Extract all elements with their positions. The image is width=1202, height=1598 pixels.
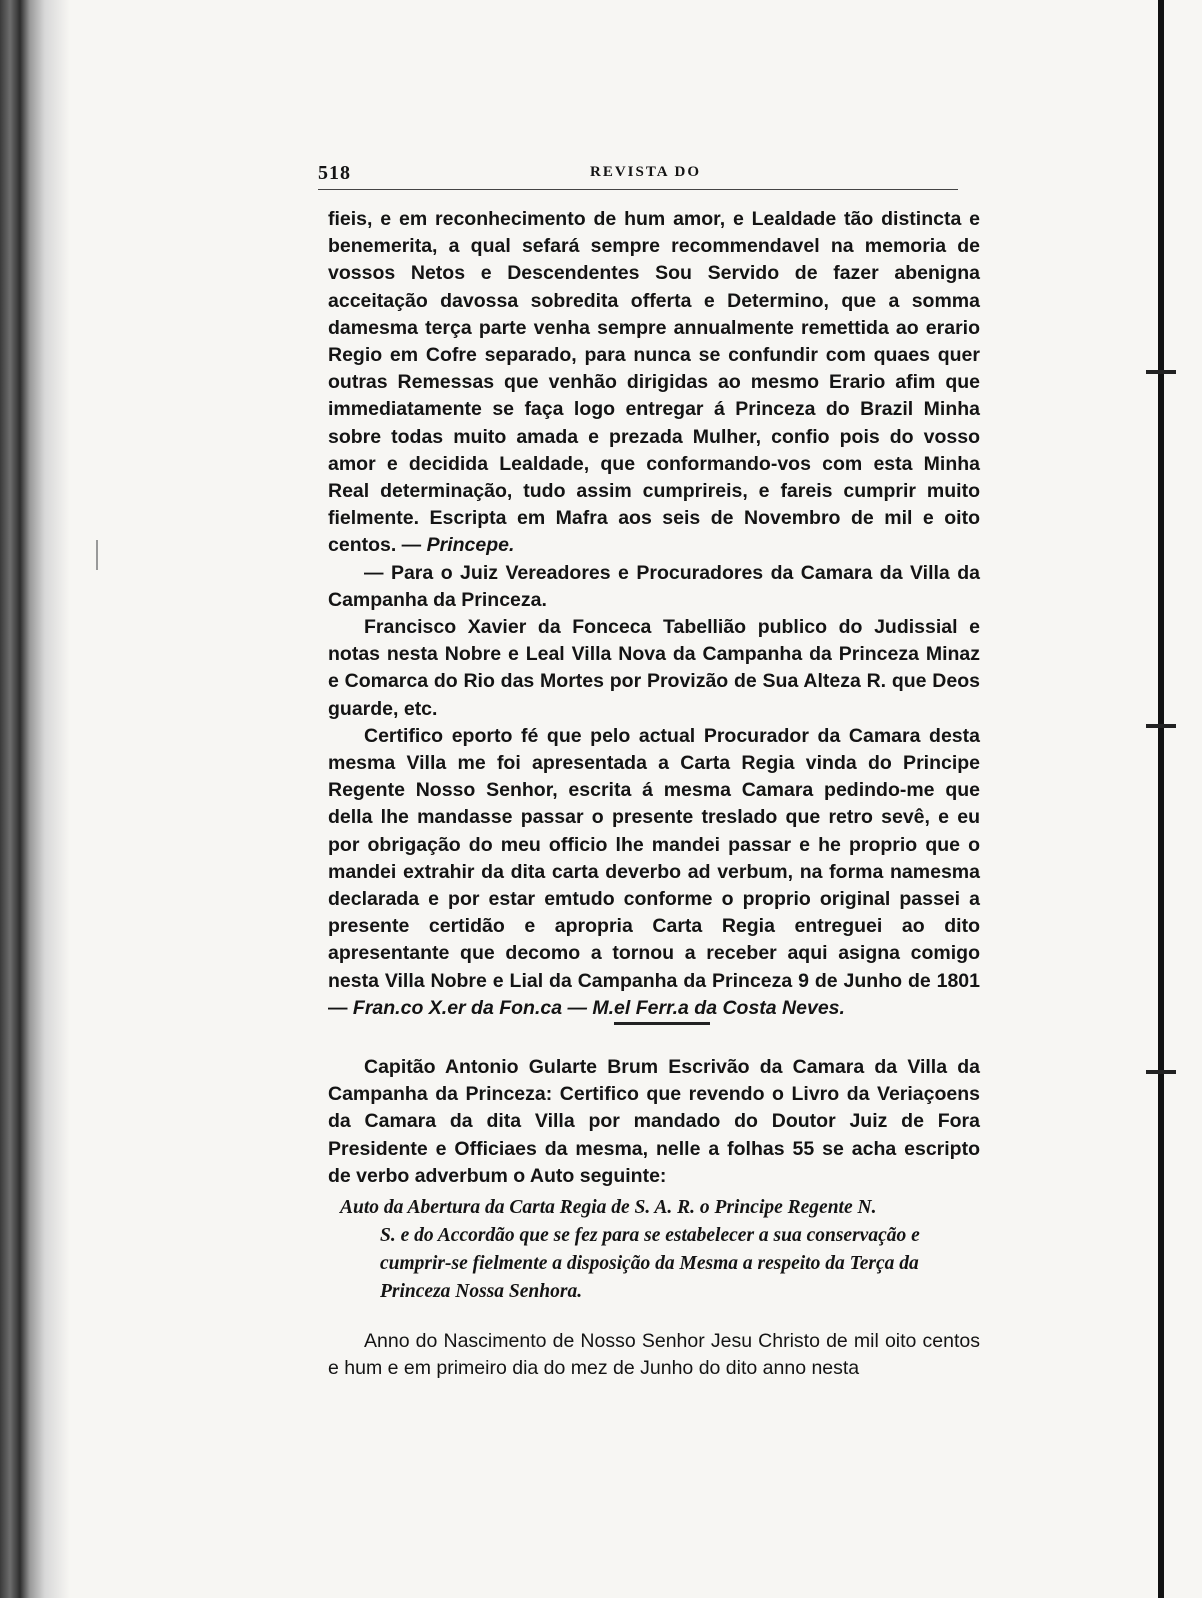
text-block-3 <box>328 1328 980 1382</box>
paragraph-2: — Para o Juiz Vereadores e Procuradores da Camara da Villa da Campanha da Princeza. <box>328 561 980 611</box>
page-header <box>318 162 938 186</box>
page-number: 518 <box>318 162 351 184</box>
scan-tick <box>1146 1070 1176 1074</box>
auto-title-line-1: Auto da Abertura da Carta Regia de S. A. R. o Principe Regente N. <box>340 1197 877 1218</box>
paragraph-3: Francisco Xavier da Fonceca Tabellião publico do Judissial e notas nesta Nobre e Leal Villa Nova da Campanha da Princeza Minaz e Comarca do Rio das Mortes por Provizão de Sua Alteza R. que Deos guarde, etc. <box>328 616 980 720</box>
auto-title-continuation: S. e do Accordão que se fez para se estabelecer a sua conservação e cumprir-se fielmente a disposição da Mesma a respeito da Terça da Princeza Nossa Senhora. <box>380 1225 920 1302</box>
notary-signature: Fran.co X.er da Fon.ca — M.el Ferr.a da Costa Neves. <box>352 996 845 1019</box>
scan-tick <box>1146 724 1176 728</box>
section-separator <box>614 1022 710 1025</box>
royal-signature: Princepe. <box>426 534 515 557</box>
scan-mark <box>96 540 98 570</box>
paragraph-6: Anno do Nascimento de Nosso Senhor Jesu Christo de mil oito centos e hum e em primeiro dia do mez de Junho do dito anno nesta <box>328 1330 980 1380</box>
scan-binding-shadow <box>0 0 70 1598</box>
header-rule <box>318 189 958 190</box>
paragraph-4 <box>328 723 980 1022</box>
running-head: REVISTA DO <box>590 164 701 180</box>
auto-title <box>340 1194 990 1306</box>
paragraph-5: Capitão Antonio Gularte Brum Escrivão da Camara da Villa da Campanha da Princeza: Certifico que revendo o Livro da Veriaçoens da Camara da dita Villa por mandado do Doutor Juiz de Fora Presidente e Officiaes da mesma, nelle a folhas 55 se acha escripto de verbo adverbum o Auto seguinte: <box>328 1056 980 1187</box>
scan-tick <box>1146 370 1176 374</box>
paragraph-1 <box>328 206 980 560</box>
scan-right-edge <box>1158 0 1164 1598</box>
text-block-2 <box>328 1054 980 1190</box>
paragraph-4-text: Certifico eporto fé que pelo actual Procurador da Camara desta mesma Villa me foi apresentada a Carta Regia vinda do Principe Regente Nosso Senhor, escrita á mesma Camara pedindo-me que della lhe mandasse passar o presente treslado que retro sevê, e eu por obrigação do meu officio lhe mandei passar e he proprio que o mandei extrahir da dita carta deverbo ad verbum, na forma namesma declarada e por estar emtudo conforme o proprio original passei a presente certidão e apropria Carta Regia entreguei ao dito apresentante que decomo a tornou a receber aqui asigna comigo nesta Villa Nobre e Lial da Campanha da Princeza 9 de Junho de 1801 — <box>328 724 980 1019</box>
text-block-1 <box>328 206 980 1022</box>
paragraph-1-text: fieis, e em reconhecimento de hum amor, e Lealdade tão distincta e benemerita, a qual sefará sempre recommendavel na memoria de vossos Netos e Descendentes Sou Servido de fazer abenigna acceitação davossa sobredita offerta e Determino, que a somma damesma terça parte venha sempre annualmente remettida ao erario Regio em Cofre separado, para nunca se confundir com quaes quer outras Remessas que venhão dirigidas ao mesmo Erario afim que immediatamente se faça logo entregar á Princeza do Brazil Minha sobre todas muito amada e prezada Mulher, confio pois do vosso amor e decidida Lealdade, que conformando-vos com esta Minha Real determinação, tudo assim cumprireis, e fareis cumprir muito fielmente. Escripta em Mafra aos seis de Novembro de mil e oito centos. — <box>328 208 980 557</box>
